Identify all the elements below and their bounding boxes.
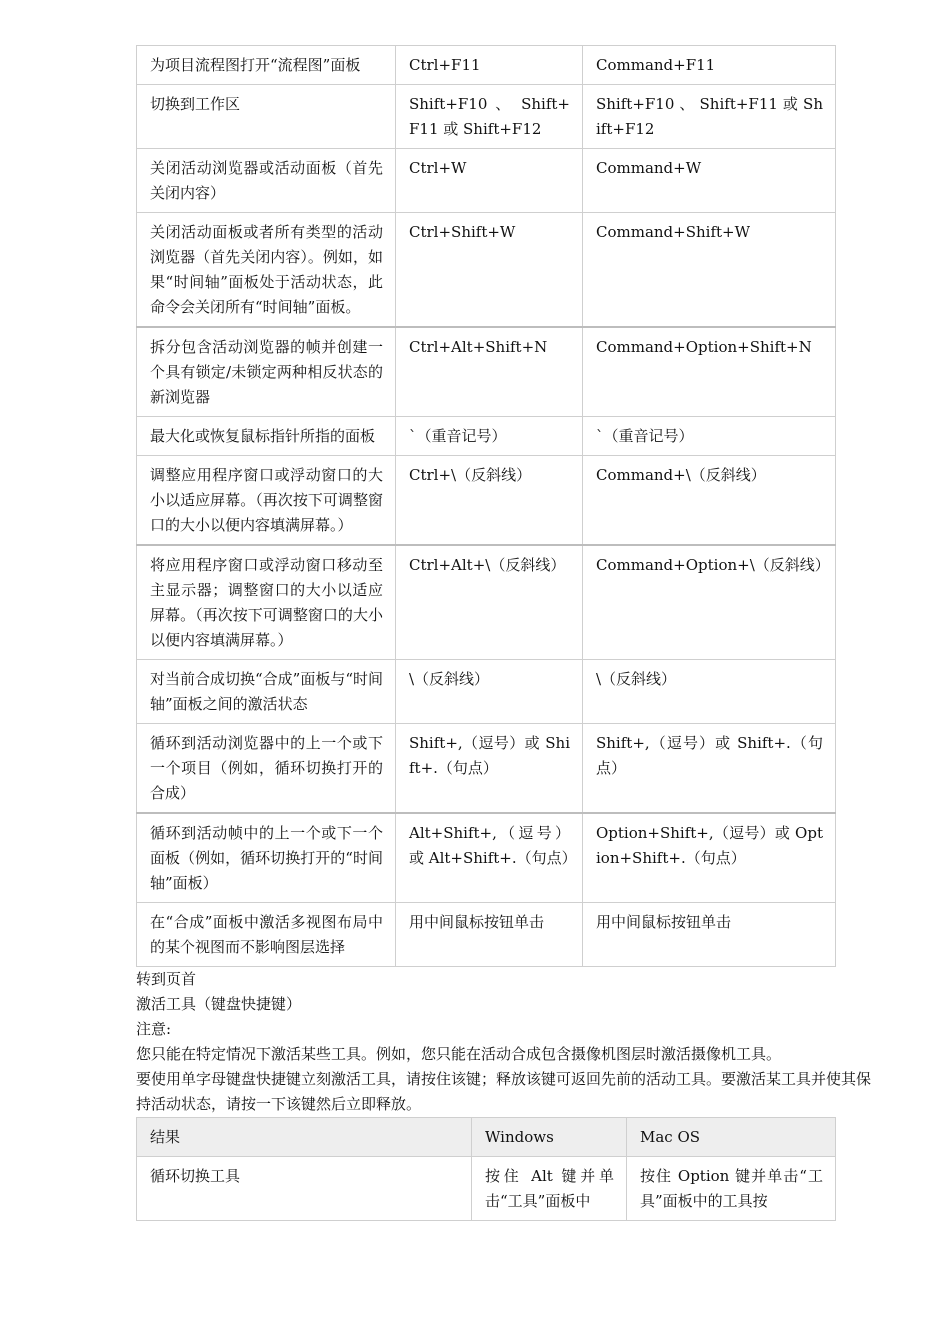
table-row: [137, 46, 836, 85]
result-cell: 最大化或恢复鼠标指针所指的面板: [137, 417, 396, 456]
windows-cell: \（反斜线）: [396, 660, 583, 724]
column-header-windows: Windows: [472, 1118, 627, 1157]
result-cell: 对当前合成切换“合成”面板与“时间轴”面板之间的激活状态: [137, 660, 396, 724]
windows-cell: 按住 Alt 键并单击“工具”面板中: [472, 1157, 627, 1221]
mac-cell: Command+Shift+W: [583, 213, 836, 328]
windows-cell: Ctrl+W: [396, 149, 583, 213]
result-cell: 循环到活动帧中的上一个或下一个面板（例如，循环切换打开的“时间轴”面板）: [137, 813, 396, 903]
mac-cell: 用中间鼠标按钮单击: [583, 903, 836, 967]
mac-cell: \（反斜线）: [583, 660, 836, 724]
windows-cell: Ctrl+\（反斜线）: [396, 456, 583, 546]
result-cell: 调整应用程序窗口或浮动窗口的大小以适应屏幕。（再次按下可调整窗口的大小以便内容填满屏幕。）: [137, 456, 396, 546]
tools-table: [136, 1117, 836, 1221]
table-row: [137, 149, 836, 213]
table-row: [137, 545, 836, 660]
intro-text: 要使用单字母键盘快捷键立刻激活工具，请按住该键；释放该键可返回先前的活动工具。要激活某工具并使其保持活动状态，请按一下该键然后立即释放。: [136, 1070, 872, 1113]
column-header-mac: Mac OS: [627, 1118, 836, 1157]
result-cell: 拆分包含活动浏览器的帧并创建一个具有锁定/未锁定两种相反状态的新浏览器: [137, 327, 396, 417]
table-row: [137, 724, 836, 814]
windows-cell: Alt+Shift+,（逗号）或 Alt+Shift+.（句点）: [396, 813, 583, 903]
note-label: 注意:: [136, 1020, 172, 1038]
table-row: [137, 213, 836, 328]
back-to-top-link[interactable]: 转到页首: [136, 970, 197, 988]
mac-cell: Command+W: [583, 149, 836, 213]
result-cell: 切换到工作区: [137, 85, 396, 149]
column-header-result: 结果: [137, 1118, 472, 1157]
windows-cell: `（重音记号）: [396, 417, 583, 456]
windows-cell: Ctrl+Alt+\（反斜线）: [396, 545, 583, 660]
table-row: [137, 903, 836, 967]
mac-cell: `（重音记号）: [583, 417, 836, 456]
result-cell: 循环切换工具: [137, 1157, 472, 1221]
windows-cell: Ctrl+F11: [396, 46, 583, 85]
mac-cell: Command+\（反斜线）: [583, 456, 836, 546]
result-cell: 为项目流程图打开“流程图”面板: [137, 46, 396, 85]
table-row: [137, 327, 836, 417]
mac-cell: Shift+,（逗号）或 Shift+.（句点）: [583, 724, 836, 814]
document-page: [136, 45, 872, 1221]
table-row: [137, 417, 836, 456]
shortcuts-table: [136, 45, 836, 967]
section-title: 激活工具（键盘快捷键）: [136, 995, 302, 1013]
result-cell: 在“合成”面板中激活多视图布局中的某个视图而不影响图层选择: [137, 903, 396, 967]
windows-cell: 用中间鼠标按钮单击: [396, 903, 583, 967]
windows-cell: Shift+,（逗号）或 Shift+.（句点）: [396, 724, 583, 814]
table-row: [137, 85, 836, 149]
mac-cell: Option+Shift+,（逗号）或 Option+Shift+.（句点）: [583, 813, 836, 903]
mac-cell: 按住 Option 键并单击“工具”面板中的工具按: [627, 1157, 836, 1221]
table-row: [137, 660, 836, 724]
table-row: [137, 456, 836, 546]
result-cell: 关闭活动面板或者所有类型的活动浏览器（首先关闭内容）。例如，如果“时间轴”面板处于活动状态，此命令会关闭所有“时间轴”面板。: [137, 213, 396, 328]
mac-cell: Command+F11: [583, 46, 836, 85]
result-cell: 关闭活动浏览器或活动面板（首先关闭内容）: [137, 149, 396, 213]
table-header-row: [137, 1118, 836, 1157]
note-text: 您只能在特定情况下激活某些工具。例如，您只能在活动合成包含摄像机图层时激活摄像机工具。: [136, 1045, 782, 1063]
result-cell: 循环到活动浏览器中的上一个或下一个项目（例如，循环切换打开的合成）: [137, 724, 396, 814]
mac-cell: Command+Option+Shift+N: [583, 327, 836, 417]
windows-cell: Ctrl+Shift+W: [396, 213, 583, 328]
table-row: [137, 1157, 836, 1221]
result-cell: 将应用程序窗口或浮动窗口移动至主显示器；调整窗口的大小以适应屏幕。（再次按下可调整窗口的大小以便内容填满屏幕。）: [137, 545, 396, 660]
windows-cell: Ctrl+Alt+Shift+N: [396, 327, 583, 417]
mac-cell: Shift+F10 、 Shift+F11 或 Shift+F12: [583, 85, 836, 149]
table-row: [137, 813, 836, 903]
windows-cell: Shift+F10 、 Shift+F11 或 Shift+F12: [396, 85, 583, 149]
mac-cell: Command+Option+\（反斜线）: [583, 545, 836, 660]
